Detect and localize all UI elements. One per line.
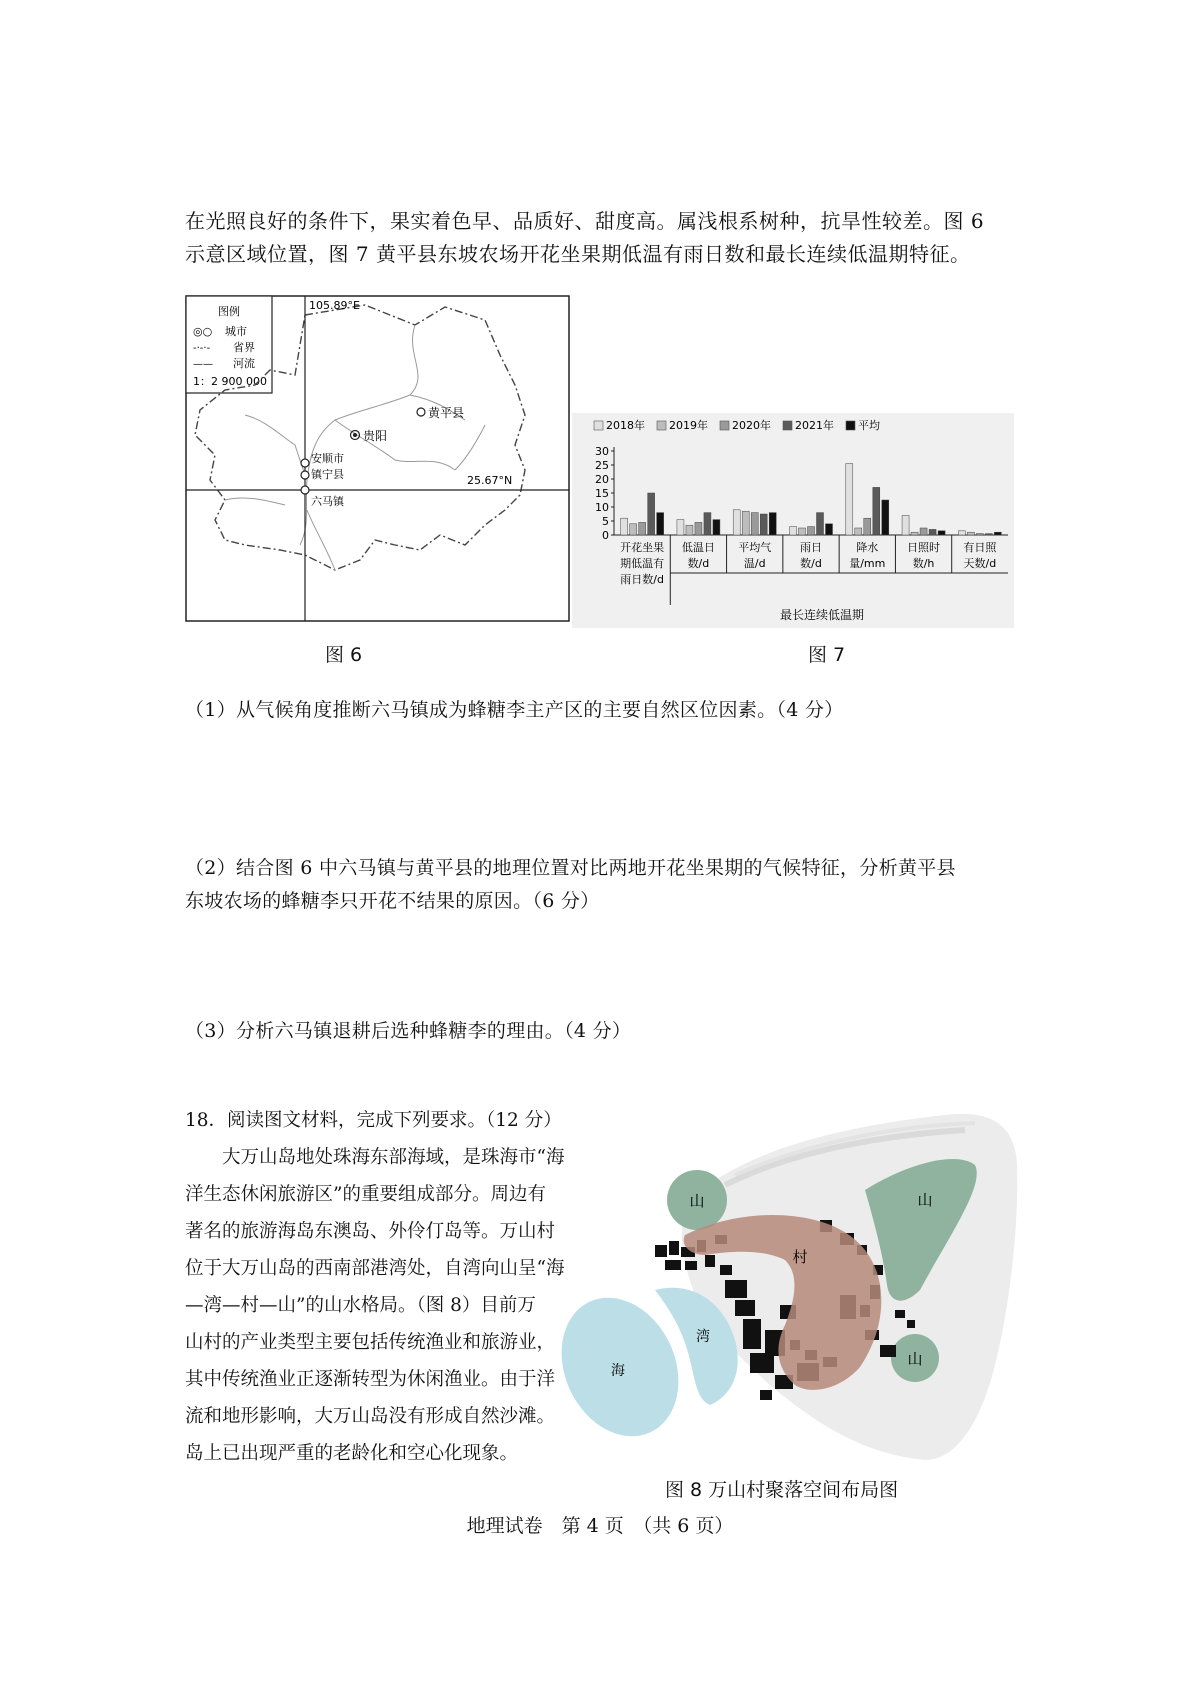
chart-background [572, 413, 1014, 628]
bar-0-0 [621, 518, 628, 535]
legend-label-1: 2019年 [669, 419, 708, 432]
liuma-symbol [301, 486, 309, 494]
q18-line-7: 其中传统渔业正逐渐转型为休闲渔业。由于洋 [185, 1369, 556, 1390]
zhenning-symbol [301, 471, 309, 479]
legend-city-symbol: ◎○ [193, 325, 213, 338]
bar-2-4 [769, 513, 776, 535]
mountain-label-2: 山 [917, 1191, 933, 1209]
y-tick-label-6: 30 [595, 445, 609, 458]
bar-5-2 [920, 528, 927, 535]
huangping-label: 黄平县 [428, 406, 465, 420]
q18-line-1: 大万山岛地处珠海东部海域，是珠海市“海 [222, 1147, 565, 1168]
legend-swatch-2 [720, 421, 729, 430]
anshun-label: 安顺市 [311, 452, 344, 465]
question-18 [185, 1102, 625, 1472]
y-tick-label-1: 5 [602, 515, 609, 528]
category-label-5-0: 日照时 [907, 541, 941, 554]
category-label-3-1: 数/d [800, 557, 822, 570]
anshun-symbol [301, 459, 309, 467]
bar-0-3 [648, 493, 655, 535]
group-label: 最长连续低温期 [779, 608, 865, 622]
legend-river: 河流 [233, 357, 255, 370]
bar-2-2 [751, 513, 758, 535]
sea-label: 海 [611, 1363, 625, 1379]
legend-province: 省界 [233, 341, 255, 354]
bar-2-0 [733, 510, 740, 535]
question-2-line-2: 东坡农场的蜂糖李只开花不结果的原因。（6 分） [185, 890, 600, 912]
legend-city: 城市 [225, 325, 247, 338]
question-3: （3）分析六马镇退耕后选种蜂糖李的理由。（4 分） [185, 1020, 632, 1042]
q18-heading: 18．阅读图文材料，完成下列要求。（12 分） [185, 1110, 562, 1131]
category-label-1-0: 低温日 [681, 541, 715, 554]
guiyang-symbol-inner [353, 433, 357, 437]
category-label-3-0: 雨日 [800, 541, 822, 554]
category-label-6-0: 有日照 [963, 541, 997, 554]
bar-1-1 [686, 525, 693, 535]
bar-4-0 [846, 464, 853, 535]
intro-line-2: 示意区域位置，图 7 黄平县东坡农场开花坐果期低温有雨日数和最长连续低温期特征。 [185, 242, 971, 266]
category-label-2-0: 平均气 [738, 541, 772, 554]
category-label-0-2: 雨日数/d [620, 573, 664, 586]
category-label-5-1: 数/h [912, 557, 935, 570]
legend-province-symbol: -·-·- [193, 343, 211, 354]
y-tick-label-0: 0 [602, 529, 609, 542]
bar-5-1 [911, 532, 918, 535]
category-label-4-0: 降水 [856, 541, 879, 554]
liuma-label: 六马镇 [311, 495, 344, 508]
bar-0-2 [639, 522, 646, 535]
category-label-1-1: 数/d [687, 557, 710, 570]
legend-label-4: 平均 [858, 419, 880, 432]
figure-7-chart [572, 413, 1014, 628]
longitude-label: 105.89°E [309, 299, 360, 312]
bar-4-2 [864, 518, 871, 535]
q18-line-6: 山村的产业类型主要包括传统渔业和旅游业， [185, 1332, 556, 1353]
bar-6-2 [976, 534, 983, 535]
bar-0-1 [630, 524, 637, 535]
bar-4-4 [882, 500, 889, 535]
legend-scale: 1：2 900 000 [193, 375, 267, 388]
bar-5-0 [902, 515, 909, 535]
legend-title: 图例 [218, 305, 240, 318]
bar-2-3 [760, 514, 767, 535]
question-2-line-1: （2）结合图 6 中六马镇与黄平县的地理位置对比两地开花坐果期的气候特征，分析黄平县 [185, 857, 956, 879]
mountain-label-3: 山 [907, 1350, 923, 1368]
q18-line-2: 洋生态休闲旅游区”的重要组成部分。周边有 [185, 1184, 546, 1205]
latitude-label: 25.67°N [467, 474, 513, 487]
legend-river-symbol: —— [193, 359, 213, 370]
bar-5-3 [929, 529, 936, 535]
legend-label-3: 2021年 [795, 419, 834, 432]
bar-6-4 [994, 532, 1001, 535]
category-label-0-0: 开花坐果 [620, 541, 665, 554]
legend-label-0: 2018年 [606, 419, 645, 432]
legend-swatch-1 [657, 421, 666, 430]
bar-1-3 [704, 513, 711, 535]
y-tick-label-4: 20 [595, 473, 609, 486]
legend-swatch-0 [594, 421, 603, 430]
figure-8-layout [611, 1105, 1020, 1465]
bar-0-4 [657, 513, 664, 535]
zhenning-label: 镇宁县 [311, 468, 344, 481]
figure-6-map [185, 295, 570, 622]
bar-1-4 [713, 520, 720, 535]
guiyang-label: 贵阳 [363, 429, 388, 443]
legend-swatch-4 [846, 421, 855, 430]
bar-6-3 [985, 534, 992, 535]
y-tick-label-3: 15 [595, 487, 609, 500]
bar-5-4 [938, 531, 945, 535]
huangping-symbol [417, 408, 425, 416]
q18-line-3: 著名的旅游海岛东澳岛、外伶仃岛等。万山村 [185, 1221, 556, 1242]
legend-label-2: 2020年 [732, 419, 771, 432]
y-tick-label-5: 25 [595, 459, 609, 472]
q18-line-8: 流和地形影响，大万山岛没有形成自然沙滩。 [185, 1406, 556, 1427]
q18-line-5: —湾—村—山”的山水格局。（图 8）目前万 [185, 1295, 536, 1316]
bar-6-0 [958, 531, 965, 535]
bar-3-4 [826, 524, 833, 535]
bar-4-1 [855, 528, 862, 535]
bar-3-1 [799, 528, 806, 535]
bar-6-1 [967, 532, 974, 535]
bar-3-0 [790, 527, 797, 535]
page-footer: 地理试卷 第 4 页 （共 6 页） [466, 1515, 734, 1537]
bar-3-2 [808, 527, 815, 535]
fig7-caption: 图 7 [808, 644, 846, 666]
bar-3-3 [817, 513, 824, 535]
category-label-2-1: 温/d [743, 557, 766, 570]
bay-label: 湾 [696, 1329, 710, 1345]
fig6-caption: 图 6 [325, 644, 363, 666]
category-label-0-1: 期低温有 [620, 557, 665, 570]
bar-2-1 [742, 511, 749, 535]
mountain-label-1: 山 [689, 1192, 705, 1210]
intro-line-1: 在光照良好的条件下，果实着色早、品质好、甜度高。属浅根系树种，抗旱性较差。图 6 [185, 209, 985, 233]
bar-1-2 [695, 522, 702, 535]
intro-text [185, 205, 1055, 271]
question-1: （1）从气候角度推断六马镇成为蜂糖李主产区的主要自然区位因素。（4 分） [185, 699, 844, 721]
legend-swatch-3 [783, 421, 792, 430]
fig8-caption: 图 8 万山村聚落空间布局图 [665, 1479, 899, 1501]
category-label-6-1: 天数/d [963, 557, 997, 570]
village-label: 村 [792, 1248, 808, 1266]
q18-line-9: 岛上已出现严重的老龄化和空心化现象。 [185, 1443, 519, 1464]
q18-line-4: 位于大万山岛的西南部港湾处，自湾向山呈“海 [185, 1258, 565, 1279]
bar-4-3 [873, 487, 880, 535]
bar-1-0 [677, 520, 684, 535]
question-2 [185, 852, 1085, 918]
category-label-4-1: 量/mm [849, 557, 886, 570]
y-tick-label-2: 10 [595, 501, 609, 514]
